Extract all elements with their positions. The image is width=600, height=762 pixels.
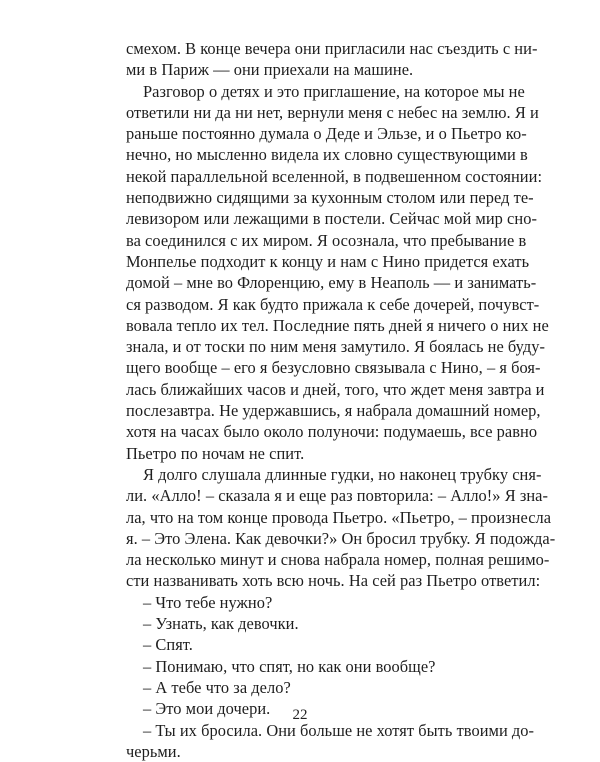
text-line: – Это мои дочери. <box>143 699 271 719</box>
text-line: ла несколько минут и снова набрала номер, полная решимо- <box>126 550 550 570</box>
text-line: – Ты их бросила. Они больше не хотят быть твоими до- <box>143 720 535 740</box>
text-line: – Узнать, как девочки. <box>143 614 299 634</box>
body-text <box>126 38 556 762</box>
text-line: сти названивать хоть всю ночь. На сей раз Пьетро ответил: <box>126 571 541 591</box>
text-line: щего вообще – его я безусловно связывала с Нино, – я боя- <box>126 358 541 378</box>
text-line: Пьетро по ночам не спит. <box>126 443 305 463</box>
text-line: знала, и от тоски по ним меня замутило. Я боялась не буду- <box>126 337 546 357</box>
text-line: левизором или лежащими в постели. Сейчас мой мир сно- <box>126 209 537 229</box>
text-line: я. – Это Элена. Как девочки?» Он бросил трубку. Я подожда- <box>126 528 556 548</box>
text-line: ва соединился с их миром. Я осознала, что пребывание в <box>126 230 527 250</box>
text-line: – Понимаю, что спят, но как они вообще? <box>143 656 436 676</box>
text-line: неподвижно сидящими за кухонным столом или перед те- <box>126 188 534 208</box>
text-line: ми в Париж — они приехали на машине. <box>126 60 414 80</box>
text-line: лась ближайших часов и дней, того, что ждет меня завтра и <box>126 379 545 399</box>
text-line: вовала тепло их тел. Последние пять дней я ничего о них не <box>126 315 549 335</box>
text-line: домой – мне во Флоренцию, ему в Неаполь — и занимать- <box>126 273 537 293</box>
text-line: черьми. <box>126 741 181 761</box>
text-line: нечно, но мысленно видела их словно существующими в <box>126 145 528 165</box>
text-line: ся разводом. Я как будто прижала к себе дочерей, почувст- <box>126 294 540 314</box>
text-line: ответили ни да ни нет, вернули меня с небес на землю. Я и <box>126 102 539 122</box>
text-line: раньше постоянно думала о Деде и Эльзе, и о Пьетро ко- <box>126 124 527 144</box>
page-number: 22 <box>292 707 308 723</box>
text-line: хотя на часах было около полуночи: подумаешь, все равно <box>126 422 538 442</box>
text-line: – А тебе что за дело? <box>143 677 291 697</box>
text-line: послезавтра. Не удержавшись, я набрала домашний номер, <box>126 401 541 421</box>
text-line: – Что тебе нужно? <box>143 592 273 612</box>
text-line: ла, что на том конце провода Пьетро. «Пьетро, – произнесла <box>126 507 552 527</box>
text-line: – Спят. <box>143 635 193 655</box>
text-line: ли. «Алло! – сказала я и еще раз повторила: – Алло!» Я зна- <box>126 486 549 506</box>
text-line: некой параллельной вселенной, в подвешенном состоянии: <box>126 166 543 186</box>
text-line: Разговор о детях и это приглашение, на которое мы не <box>143 81 525 101</box>
text-line: смехом. В конце вечера они пригласили нас съездить с ни- <box>126 39 538 58</box>
text-line: Монпелье подходит к концу и нам с Нино придется ехать <box>126 251 530 271</box>
text-line: Я долго слушала длинные гудки, но наконец трубку сня- <box>143 464 542 484</box>
